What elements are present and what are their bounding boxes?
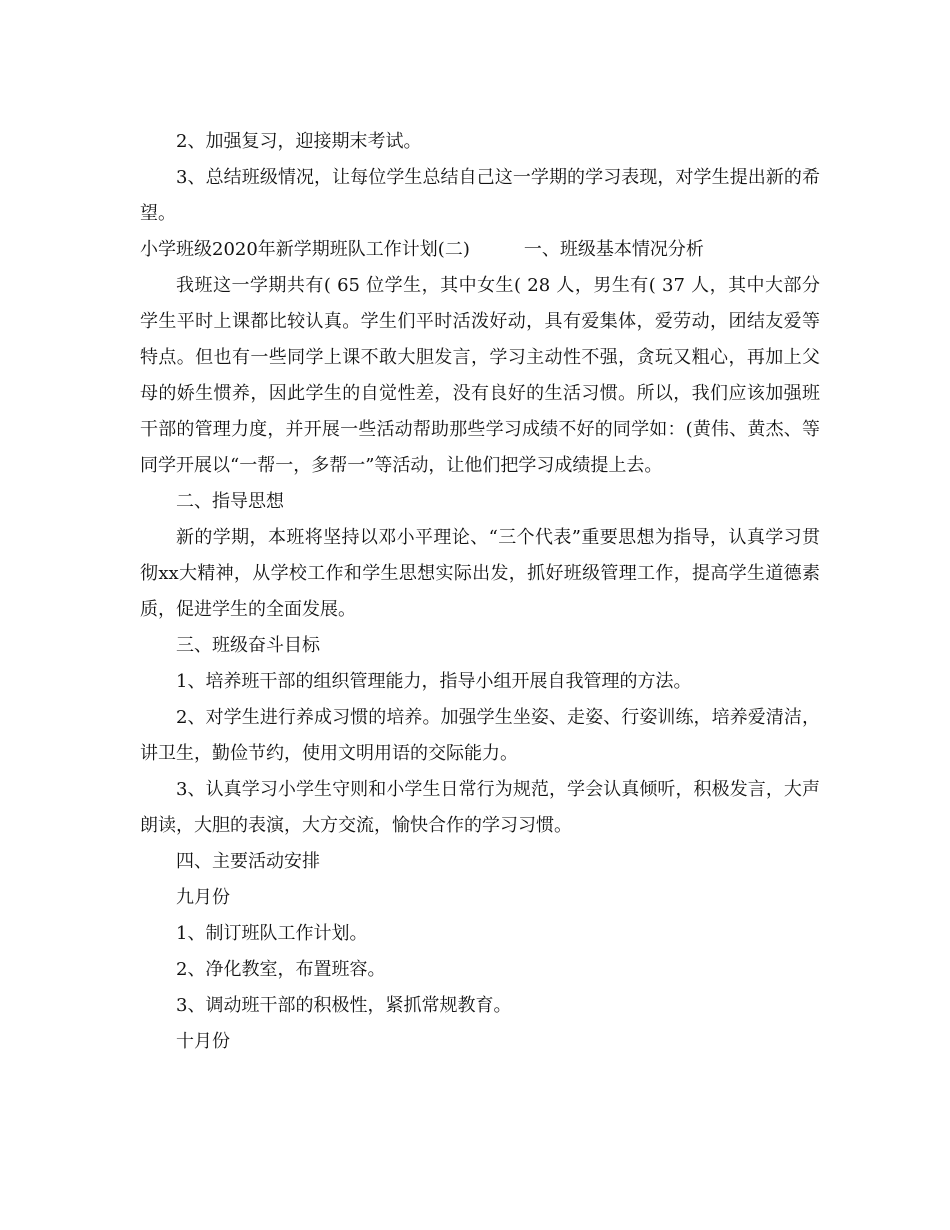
goal-item-2: 2、对学生进行养成习惯的培养。加强学生坐姿、走姿、行姿训练，培养爱清洁，讲卫生，勤俭节约，使用文明用语的交际能力。 bbox=[140, 707, 820, 764]
document-page bbox=[140, 124, 820, 1060]
month-heading-september: 九月份 bbox=[176, 887, 230, 908]
section-heading-goals: 三、班级奋斗目标 bbox=[176, 635, 320, 656]
september-item-3: 3、调动班干部的积极性，紧抓常规教育。 bbox=[176, 995, 512, 1016]
document-title-line bbox=[140, 232, 820, 268]
goal-item-3: 3、认真学习小学生守则和小学生日常行为规范，学会认真倾听，积极发言，大声朗读，大胆的表演，大方交流，愉快合作的学习习惯。 bbox=[140, 779, 820, 836]
section-heading-class-analysis: 一、班级基本情况分析 bbox=[523, 239, 704, 260]
document-title: 小学班级2020年新学期班队工作计划(二) bbox=[140, 239, 470, 260]
section-heading-guiding-ideology: 二、指导思想 bbox=[176, 491, 284, 512]
paragraph-class-analysis: 我班这一学期共有( 65 位学生，其中女生( 28 人，男生有( 37 人，其中大部分学生平时上课都比较认真。学生们平时活泼好动，具有爱集体，爱劳动，团结友爱等特点。但也有一些同学上课不敢大胆发言，学习主动性不强，贪玩又粗心，再加上父母的娇生惯养，因此学生的自觉性差，没有良好的生活习惯。所以，我们应该加强班干部的管理力度，并开展一些活动帮助那些学习成绩不好的同学如：(黄伟、黄杰、等同学开展以“一帮一，多帮一”等活动，让他们把学习成绩提上去。 bbox=[140, 275, 820, 476]
goal-item-1: 1、培养班干部的组织管理能力，指导小组开展自我管理的方法。 bbox=[176, 671, 692, 692]
paragraph-summary: 3、总结班级情况，让每位学生总结自己这一学期的学习表现，对学生提出新的希望。 bbox=[140, 167, 820, 224]
paragraph-guiding-ideology: 新的学期，本班将坚持以邓小平理论、“三个代表”重要思想为指导，认真学习贯彻xx大精神，从学校工作和学生思想实际出发，抓好班级管理工作，提高学生道德素质，促进学生的全面发展。 bbox=[140, 527, 820, 620]
september-item-1: 1、制订班队工作计划。 bbox=[176, 923, 368, 944]
month-heading-october: 十月份 bbox=[176, 1031, 230, 1052]
paragraph-review: 2、加强复习，迎接期末考试。 bbox=[176, 131, 422, 152]
september-item-2: 2、净化教室，布置班容。 bbox=[176, 959, 386, 980]
section-heading-activities: 四、主要活动安排 bbox=[176, 851, 320, 872]
